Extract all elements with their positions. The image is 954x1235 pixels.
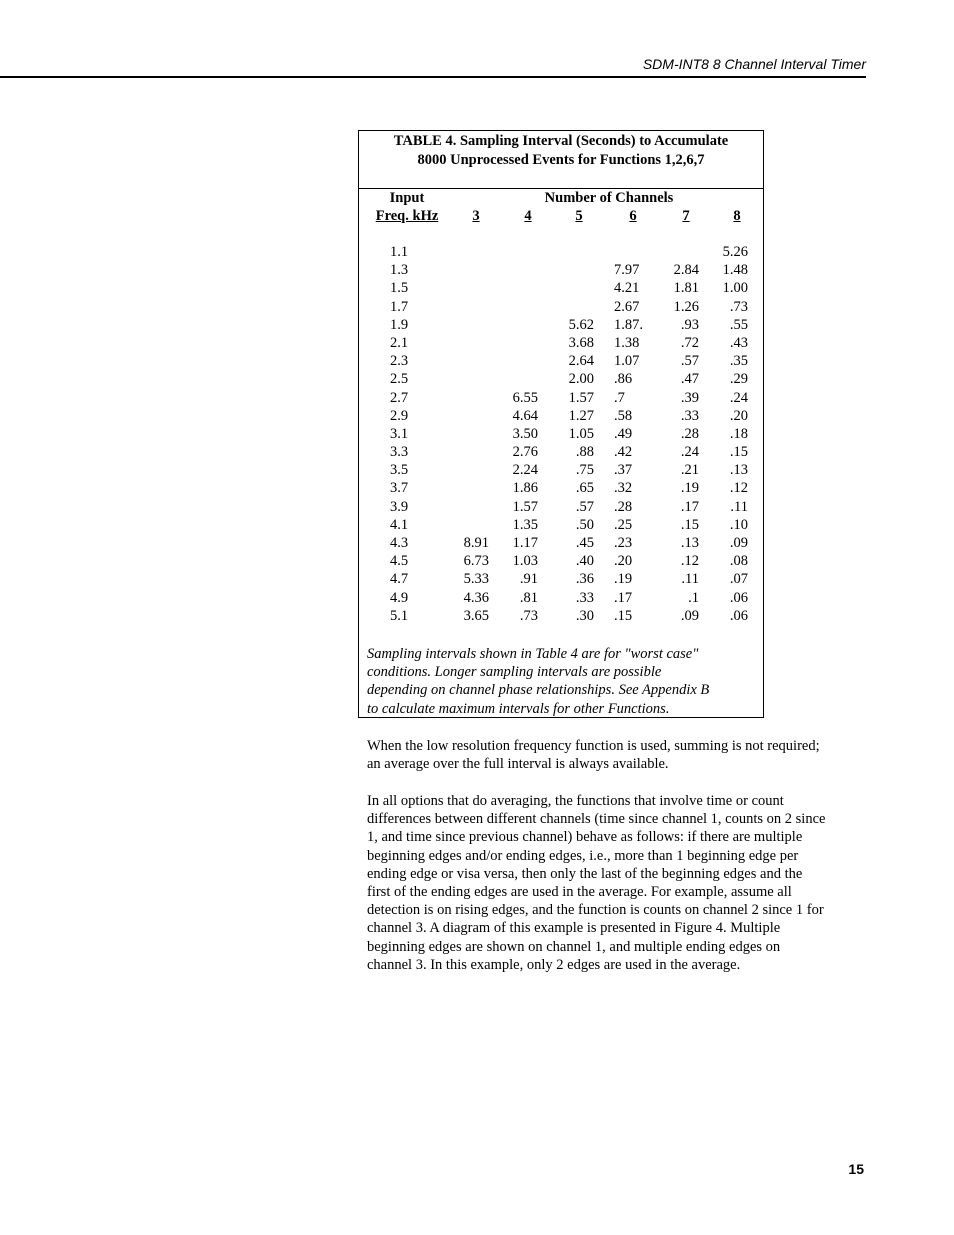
table-title-line-2: 8000 Unprocessed Events for Functions 1,2,6,7 bbox=[417, 152, 705, 168]
channel-5-cell: .57 bbox=[575, 498, 594, 515]
table-row bbox=[359, 589, 763, 607]
page-header bbox=[0, 54, 866, 78]
table-row bbox=[359, 298, 763, 316]
channel-7-cell: .09 bbox=[680, 607, 699, 624]
table-row bbox=[359, 261, 763, 279]
paragraph-line: When the low resolution frequency function is used, summing is not required; bbox=[367, 738, 820, 754]
channel-7-cell: .24 bbox=[680, 444, 699, 461]
table-row bbox=[359, 407, 763, 425]
channel-8-cell: 5.26 bbox=[722, 244, 748, 260]
channel-4-cell: 1.57 bbox=[512, 498, 538, 515]
freq-cell: 2.5 bbox=[389, 371, 409, 388]
channel-6-cell: .19 bbox=[614, 571, 633, 588]
channel-6-cell: .42 bbox=[614, 444, 633, 461]
channel-7-cell: .28 bbox=[680, 425, 699, 442]
channel-6-cell: .25 bbox=[614, 516, 633, 533]
channel-4-cell: .81 bbox=[519, 589, 538, 606]
channel-7-cell: .21 bbox=[680, 462, 699, 479]
channel-header-6: 6 bbox=[629, 208, 637, 224]
paragraph-line: ending edge or visa versa, then only the last of the beginning edges and the bbox=[367, 865, 803, 882]
table-row bbox=[359, 243, 763, 261]
channel-8-cell: .10 bbox=[729, 516, 748, 533]
channel-6-cell: .49 bbox=[614, 425, 633, 442]
channel-3-cell: 5.33 bbox=[463, 571, 489, 588]
freq-cell: 1.1 bbox=[389, 244, 409, 260]
freq-cell: 3.9 bbox=[389, 498, 409, 515]
channel-4-cell: .73 bbox=[519, 607, 538, 624]
channel-8-cell: .07 bbox=[729, 571, 748, 588]
channel-6-cell: .23 bbox=[614, 535, 633, 551]
channel-5-cell: 1.57 bbox=[568, 389, 594, 406]
freq-cell: 4.3 bbox=[389, 535, 409, 551]
channel-6-cell: 4.21 bbox=[614, 280, 640, 297]
channel-3-cell: 8.91 bbox=[463, 535, 489, 551]
freq-cell: 3.5 bbox=[389, 462, 409, 479]
channel-6-cell: .32 bbox=[614, 480, 633, 497]
table-row bbox=[359, 316, 763, 334]
paragraph-line: channel 3. A diagram of this example is presented in Figure 4. Multiple bbox=[367, 920, 781, 937]
table-row bbox=[359, 425, 763, 443]
channel-6-cell: .20 bbox=[614, 553, 633, 570]
channel-8-cell: .11 bbox=[730, 498, 748, 515]
paragraph-1 bbox=[367, 737, 867, 773]
channel-7-cell: .57 bbox=[680, 353, 699, 370]
channel-4-cell: 1.35 bbox=[512, 516, 538, 533]
channel-7-cell: 2.84 bbox=[673, 262, 699, 279]
freq-cell: 5.1 bbox=[389, 607, 409, 624]
channel-7-cell: 1.26 bbox=[673, 298, 699, 315]
channel-8-cell: .08 bbox=[729, 553, 748, 570]
channel-7-cell: 1.81 bbox=[673, 280, 699, 297]
channel-7-cell: .15 bbox=[680, 516, 699, 533]
channel-7-cell: .17 bbox=[680, 498, 699, 515]
table-row bbox=[359, 552, 763, 570]
freq-cell: 4.1 bbox=[389, 516, 409, 533]
channel-7-cell: .93 bbox=[680, 316, 699, 333]
paragraph-line: beginning edges and/or ending edges, i.e., more than 1 beginning edge per bbox=[367, 847, 799, 864]
paragraph-line: beginning edges are shown on channel 1, and multiple ending edges on bbox=[367, 938, 781, 955]
channel-8-cell: .18 bbox=[729, 425, 748, 442]
channel-5-cell: .45 bbox=[575, 535, 594, 551]
channel-header-7: 7 bbox=[682, 208, 690, 224]
sampling-interval-table bbox=[358, 130, 764, 718]
channel-8-cell: .55 bbox=[729, 316, 748, 333]
channel-4-cell: 1.86 bbox=[512, 480, 538, 497]
channel-8-cell: .20 bbox=[729, 407, 748, 424]
channel-5-cell: .36 bbox=[575, 571, 594, 588]
channel-8-cell: 1.00 bbox=[722, 280, 748, 297]
channel-7-cell: .11 bbox=[681, 571, 699, 588]
freq-cell: 3.3 bbox=[389, 444, 409, 461]
channel-6-cell: 1.87. bbox=[614, 316, 643, 333]
channel-7-cell: .33 bbox=[680, 407, 699, 424]
footnote-line: conditions. Longer sampling intervals are possible bbox=[367, 664, 662, 681]
table-footnote bbox=[367, 645, 759, 718]
channel-8-cell: .06 bbox=[729, 607, 748, 624]
channel-4-cell: 1.03 bbox=[512, 553, 538, 570]
channel-8-cell: .12 bbox=[729, 480, 748, 497]
channel-6-cell: .17 bbox=[614, 589, 633, 606]
channel-6-cell: .58 bbox=[614, 407, 633, 424]
footnote-line: depending on channel phase relationships. See Appendix B bbox=[367, 682, 710, 699]
channel-8-cell: .06 bbox=[729, 589, 748, 606]
channel-7-cell: .47 bbox=[680, 371, 699, 388]
footnote-line: to calculate maximum intervals for other Functions. bbox=[367, 700, 670, 717]
table-row bbox=[359, 516, 763, 534]
channel-5-cell: 2.64 bbox=[568, 353, 594, 370]
freq-cell: 3.7 bbox=[389, 480, 409, 497]
page-number: 15 bbox=[848, 1161, 864, 1177]
freq-cell: 3.1 bbox=[389, 425, 409, 442]
channel-5-cell: .40 bbox=[575, 553, 594, 570]
paragraph-line: channel 3. In this example, only 2 edges are used in the average. bbox=[367, 956, 741, 973]
channel-7-cell: .19 bbox=[680, 480, 699, 497]
freq-cell: 2.7 bbox=[389, 389, 409, 406]
table-row bbox=[359, 334, 763, 352]
channel-3-cell: 6.73 bbox=[463, 553, 489, 570]
freq-cell: 4.9 bbox=[389, 589, 409, 606]
channel-5-cell: .65 bbox=[575, 480, 594, 497]
channel-4-cell: 1.17 bbox=[512, 535, 538, 551]
input-header-label: Input bbox=[389, 190, 425, 206]
table-title bbox=[359, 132, 763, 170]
channel-7-cell: .72 bbox=[680, 334, 699, 351]
channel-8-cell: .35 bbox=[729, 353, 748, 370]
paragraph-line: an average over the full interval is always available. bbox=[367, 756, 669, 773]
table-row bbox=[359, 534, 763, 552]
table-row bbox=[359, 352, 763, 370]
freq-header-label: Freq. kHz bbox=[375, 208, 439, 224]
channel-6-cell: 7.97 bbox=[614, 262, 640, 279]
channel-5-cell: 5.62 bbox=[568, 316, 594, 333]
channel-5-cell: .75 bbox=[575, 462, 594, 479]
table-title-line-1: TABLE 4. Sampling Interval (Seconds) to Accumulate bbox=[393, 133, 729, 149]
freq-cell: 4.7 bbox=[389, 571, 409, 588]
freq-cell: 1.3 bbox=[389, 262, 409, 279]
paragraph-line: differences between different channels (time since channel 1, counts on 2 since bbox=[367, 811, 826, 828]
channel-8-cell: .09 bbox=[729, 535, 748, 551]
channel-5-cell: 2.00 bbox=[568, 371, 594, 388]
table-row bbox=[359, 498, 763, 516]
channel-7-cell: .39 bbox=[680, 389, 699, 406]
channel-6-cell: 1.38 bbox=[614, 334, 640, 351]
channel-8-cell: .29 bbox=[729, 371, 748, 388]
channel-8-cell: .73 bbox=[729, 298, 748, 315]
channel-5-cell: 1.27 bbox=[568, 407, 594, 424]
channel-5-cell: .33 bbox=[575, 589, 594, 606]
channel-5-cell: .88 bbox=[575, 444, 594, 461]
channel-3-cell: 3.65 bbox=[463, 607, 489, 624]
channel-4-cell: 4.64 bbox=[512, 407, 538, 424]
channel-8-cell: 1.48 bbox=[722, 262, 748, 279]
channel-6-cell: .28 bbox=[614, 498, 633, 515]
freq-cell: 2.1 bbox=[389, 334, 409, 351]
channel-6-cell: .86 bbox=[614, 371, 633, 388]
channel-5-cell: .30 bbox=[575, 607, 594, 624]
table-row bbox=[359, 443, 763, 461]
channel-6-cell: .7 bbox=[614, 389, 625, 406]
table-row bbox=[359, 570, 763, 588]
channel-8-cell: .13 bbox=[729, 462, 748, 479]
document-title: SDM-INT8 8 Channel Interval Timer bbox=[642, 56, 866, 72]
freq-cell: 2.9 bbox=[389, 407, 409, 424]
channel-6-cell: .37 bbox=[614, 462, 633, 479]
table-row bbox=[359, 370, 763, 388]
channel-4-cell: 2.24 bbox=[512, 462, 538, 479]
table-row bbox=[359, 461, 763, 479]
freq-cell: 1.5 bbox=[389, 280, 409, 297]
channel-6-cell: .15 bbox=[614, 607, 633, 624]
channel-4-cell: 2.76 bbox=[512, 444, 538, 461]
freq-cell: 2.3 bbox=[389, 353, 409, 370]
channel-header-4: 4 bbox=[524, 208, 532, 224]
channel-4-cell: 3.50 bbox=[512, 425, 538, 442]
paragraph-line: 1, and time since previous channel) behave as follows: if there are multiple bbox=[367, 829, 803, 846]
paragraph-line: detection is on rising edges, and the function is counts on channel 2 since 1 for bbox=[367, 902, 824, 919]
table-row bbox=[359, 279, 763, 297]
footnote-line: Sampling intervals shown in Table 4 are for "worst case" bbox=[367, 646, 699, 662]
channel-8-cell: .24 bbox=[729, 389, 748, 406]
channel-header-5: 5 bbox=[575, 208, 583, 224]
channel-6-cell: 1.07 bbox=[614, 353, 640, 370]
channel-4-cell: .91 bbox=[519, 571, 538, 588]
paragraph-line: In all options that do averaging, the functions that involve time or count bbox=[367, 793, 784, 809]
channel-7-cell: .13 bbox=[680, 535, 699, 551]
paragraph-line: first of the ending edges are used in the average. For example, assume all bbox=[367, 884, 792, 901]
channel-8-cell: .15 bbox=[729, 444, 748, 461]
freq-cell: 1.7 bbox=[389, 298, 409, 315]
channel-header-3: 3 bbox=[472, 208, 480, 224]
channels-header-label: Number of Channels bbox=[544, 190, 674, 206]
channel-header-8: 8 bbox=[733, 208, 741, 224]
paragraph-2 bbox=[367, 792, 867, 974]
freq-cell: 4.5 bbox=[389, 553, 409, 570]
table-row bbox=[359, 479, 763, 497]
table-rows bbox=[359, 243, 763, 625]
channel-5-cell: .50 bbox=[575, 516, 594, 533]
channel-5-cell: 3.68 bbox=[568, 334, 594, 351]
table-row bbox=[359, 607, 763, 625]
channel-7-cell: .1 bbox=[688, 589, 699, 606]
channel-5-cell: 1.05 bbox=[568, 425, 594, 442]
table-row bbox=[359, 389, 763, 407]
channel-8-cell: .43 bbox=[729, 334, 748, 351]
channel-3-cell: 4.36 bbox=[463, 589, 489, 606]
channel-7-cell: .12 bbox=[680, 553, 699, 570]
freq-cell: 1.9 bbox=[389, 316, 409, 333]
channel-4-cell: 6.55 bbox=[512, 389, 538, 406]
channel-6-cell: 2.67 bbox=[614, 298, 640, 315]
